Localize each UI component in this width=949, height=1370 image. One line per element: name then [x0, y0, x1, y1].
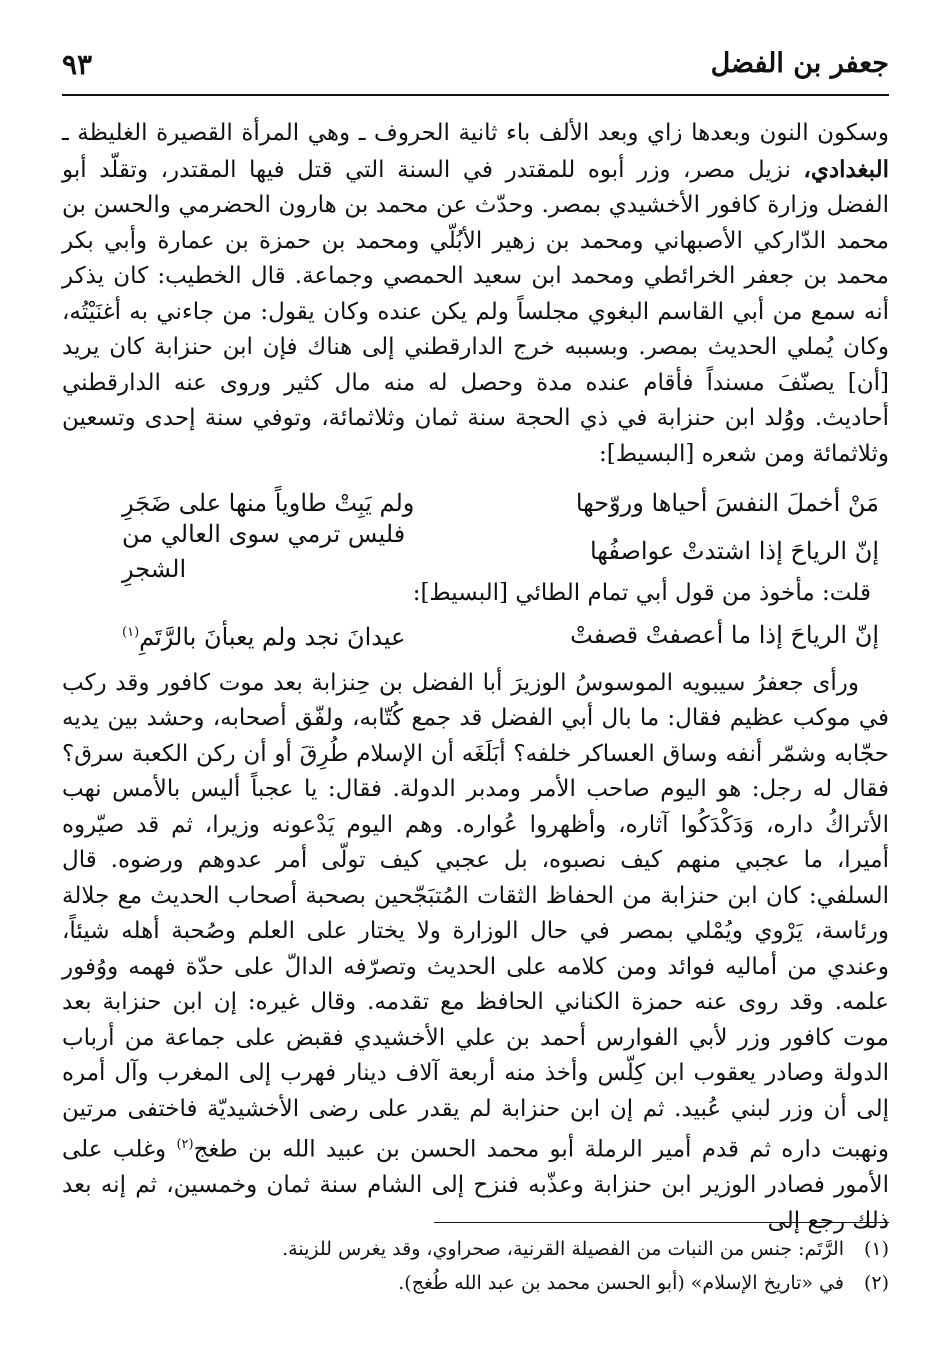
footnotes: [62, 1232, 889, 1300]
verse-3-second-hemistich: [62, 615, 459, 656]
verse-2-first-hemistich: إنّ الرياحَ إذا اشتدتْ عواصفُها: [589, 537, 879, 566]
footnote-text: في «تاريخ الإسلام» (أبو الحسن محمد بن عبد الله طُغج).: [398, 1272, 844, 1294]
paragraph-1-rest: نزيل مصر، وزر أبوه للمقتدر في السنة التي قتل فيها المقتدر، وتقلّد أبو الفضل وزارة كافور الأخشيدي بمصر. وحدّث عن محمد بن هارون الحضرمي والحسن بن محمد الدّاركي الأصبهاني ومحمد بن زهير الأبُلّي ومحمد بن حمزة بن عمارة وأبي بكر محمد بن جعفر الخرائطي ومحمد ابن سعيد الحمصي وجماعة. قال الخطيب: كان يذكر أنه سمع من أبي القاسم البغوي مجلساً ولم يكن عنده وكان يقول: من جاءني به أغنَيْتُه، وكان يُملي الحديث بمصر. وبسببه خرج الدارقطني إلى هناك فإن ابن حنزابة كان يريد [أن] يصنّفَ مسنداً فأقام عنده مدة وحصل له منه مال كثير وروى عنه الدارقطني أحاديث. ووُلد ابن حنزابة في ذي الحجة سنة ثمان وثلاثمائة، وتوفي سنة إحدى وتسعين وثلاثمائة ومن شعره [البسيط]:: [62, 156, 889, 467]
verse-3: [62, 612, 889, 660]
verse-1-first-hemistich: مَنْ أخملَ النفسَ أحياها وروّحها: [575, 489, 879, 518]
footnote: [62, 1266, 889, 1300]
page-number: ٩٣: [62, 48, 93, 81]
verse-2: [62, 519, 889, 583]
footnote-number: (٢): [863, 1272, 889, 1294]
footnote-number: (١): [863, 1238, 889, 1260]
footnote-ref-2: (٢): [176, 1137, 194, 1152]
verse-3-first-hemistich: إنّ الرياحَ إذا ما أعصفتْ قصفتْ: [570, 620, 879, 649]
running-title: جعفر بن الفضل: [710, 48, 889, 79]
verse-1-second-hemistich: ولم يَبِتْ طاوياً منها على ضَجَرِ: [122, 489, 415, 518]
paragraph-1: [62, 116, 889, 472]
verse-2-second-hemistich: فليس ترمي سوى العالي من الشجرِ: [122, 519, 406, 583]
nisba-bold: البغدادي،: [803, 155, 889, 183]
footnote-ref-1: (١): [122, 625, 140, 641]
poem-block: [62, 480, 889, 660]
main-text: [62, 116, 889, 1239]
footnote-text: الرَّتَم: جنس من النبات من الفصيلة القرنية، صحراوي، وقد يغرس للزينة.: [282, 1238, 844, 1260]
paragraph-2-end: وغلب على الأمور فصادر الوزير ابن حنزابة وعذّبه فنزح إلى الشام سنة ثمان وخمسين، ثم إنه بعد ذلك رجع إلى: [62, 1136, 890, 1234]
paragraph-2-text: ورأى جعفرُ سيبويه الموسوسُ الوزيرَ أبا الفضل بن حِنزابة بعد موت كافور وقد ركب في موكب عظيم فقال: ما بال أبي الفضل قد جمع كُتّابه، ولفّق أصحابه، وحشد بين يديه حجّابه وشمّر أنفه وساق العساكر خلفه؟ أبَلَغَه أن الإسلام طُرِقَ أو أن ركن الكعبة سرق؟ فقال له رجل: هو اليوم صاحب الأمر ومدبر الدولة. فقال: يا عجباً أليس بالأمس نهب الأتراكُ داره، وَدَكْدَكُوا آثاره، وأظهروا عُواره. وهم اليوم يَدْعونه وزيرا، ثم قد صيّروه أميرا، ما عجبي منهم كيف نصبوه، بل عجبي كيف تولّى أمر عدوهم ورضوه. قال السلفي: كان ابن حنزابة من الحفاظ الثقات المُتبَجّحين بصحبة أصحاب الحديث مع جلالة ورئاسة، يَرْوي ويُمْلي بمصر في حال الوزارة ولا يختار على العلم وصُحبة أهله شيئاً، وعندي من أماليه فوائد ومن كلامه على الحديث وتصرّفه الدالّ على حدّة فهمه ووُفور علمه. وقد روى عنه حمزة الكناني الحافظ مع تقدمه. وقال غيره: إن ابن حنزابة بعد موت كافور وزر لأبي الفوارس أحمد بن علي الأخشيدي فقبض على جماعة من أرباب الدولة وصادر يعقوب ابن كِلّس وأخذ منه أربعة آلاف دينار فهرب إلى المغرب وآل أمره إلى أن وزر لبني عُبيد. ثم إن ابن حنزابة لم يقدر على رضى الأخشيديّة فاختفى مرتين ونهبت داره ثم قدم أمير الرملة أبو محمد الحسن بن عبيد الله بن طغج: [62, 669, 890, 1163]
editor-note: قلت: مأخوذ من قول أبي تمام الطائي [البسيط]:: [412, 580, 871, 606]
footnote: [62, 1232, 889, 1266]
paragraph-2: [62, 666, 889, 1240]
paragraph-1-start: وسكون النون وبعدها زاي وبعد الألف باء ثانية الحروف ـ وهي المرأة القصيرة الغليظة ـ: [62, 120, 889, 146]
verse-3-text: عيدانَ نجد ولم يعبأنَ بالرَّتَمِ: [139, 623, 406, 652]
page-header: [62, 44, 889, 96]
footnote-divider: [434, 1222, 889, 1223]
